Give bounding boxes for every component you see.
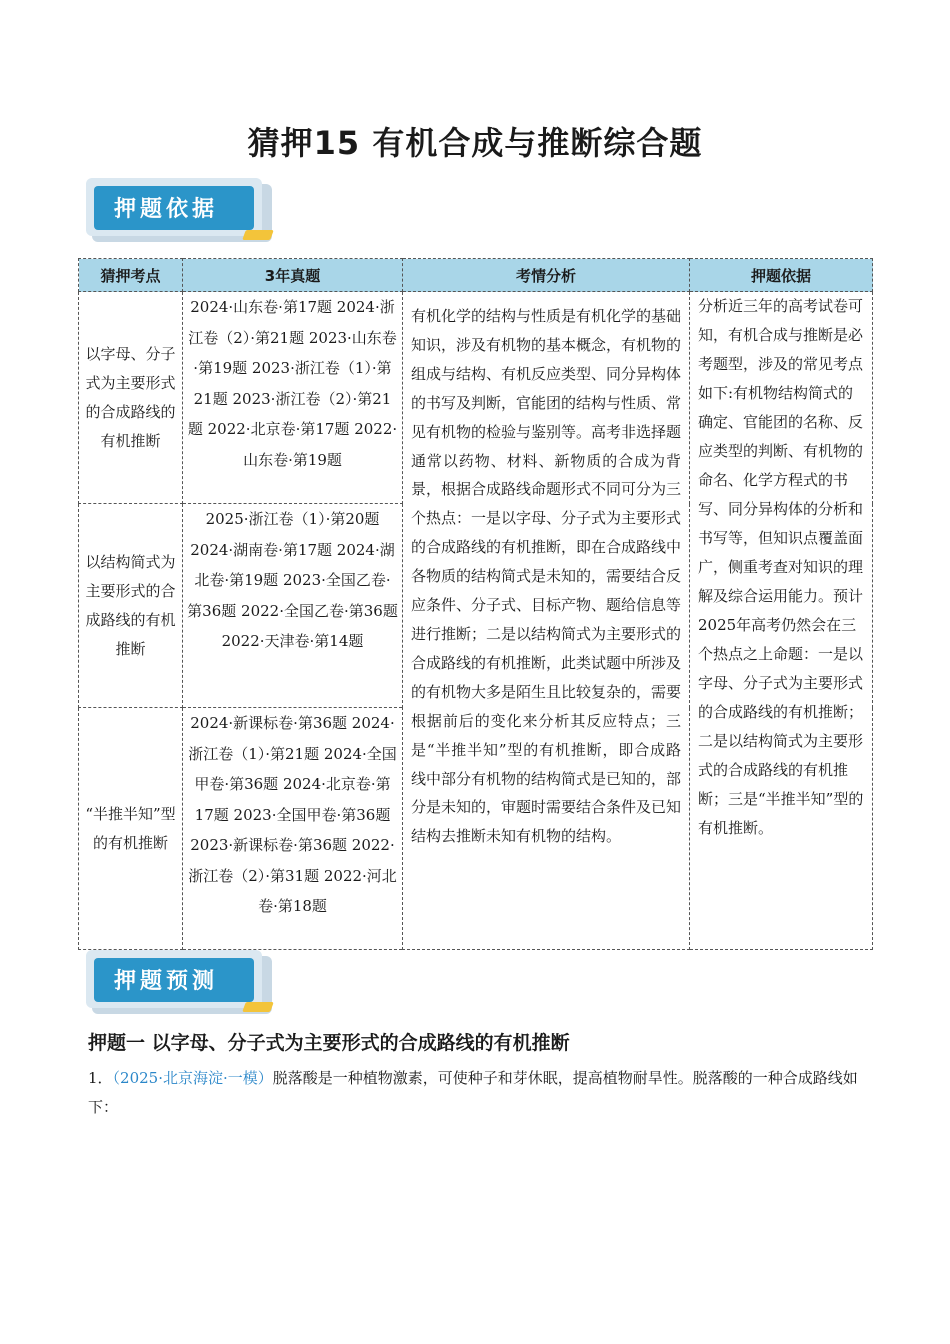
question-source: （2025·北京海淀·一模） bbox=[112, 1069, 273, 1087]
exams-cell: 2024·新课标卷·第36题 2024·浙江卷（1）·第21题 2024·全国甲卷·第36题 2024·北京卷·第17题 2023·全国甲卷·第36题 2023·新课标卷·第36题 2022·浙江卷（2）·第31题 2022·河北卷·第18题 bbox=[183, 708, 403, 950]
banner-label: 押题依据 bbox=[114, 197, 219, 222]
topic-cell: 以结构简式为主要形式的合成路线的有机推断 bbox=[79, 504, 183, 708]
basis-cell: 分析近三年的高考试卷可知，有机合成与推断是必考题型，涉及的常见考点如下:有机物结构简式的确定、官能团的名称、反应类型的判断、有机物的命名、化学方程式的书写、同分异构体的分析和书写等，但知识点覆盖面广，侧重考查对知识的理解及综合运用能力。预计2025年高考仍然会在三个热点之上命题：一是以字母、分子式为主要形式的合成路线的有机推断；二是以结构简式为主要形式的合成路线的有机推断；三是“半推半知”型的有机推断。 bbox=[690, 292, 873, 950]
section-heading: 押题一 以字母、分子式为主要形式的合成路线的有机推断 bbox=[88, 1032, 570, 1054]
question-text: 脱落酸是一种植物激素，可使种子和芽休眠，提高植物耐旱性。脱落酸的一种合成路线如下： bbox=[88, 1069, 858, 1116]
book-icon bbox=[242, 230, 274, 240]
question-number: 1． bbox=[88, 1069, 113, 1087]
col-header-exams: 3年真题 bbox=[183, 259, 403, 292]
col-header-basis: 押题依据 bbox=[690, 259, 873, 292]
question-1 bbox=[88, 1064, 868, 1122]
page-title: 猜押15 有机合成与推断综合题 bbox=[247, 124, 703, 162]
exams-cell: 2024·山东卷·第17题 2024·浙江卷（2）·第21题 2023·山东卷·第19题 2023·浙江卷（1）·第21题 2023·浙江卷（2）·第21题 2022·北京卷·第17题 2022·山东卷·第19题 bbox=[183, 292, 403, 504]
topic-cell: 以字母、分子式为主要形式的合成路线的有机推断 bbox=[79, 292, 183, 504]
topic-cell: “半推半知”型的有机推断 bbox=[79, 708, 183, 950]
banner-label: 押题预测 bbox=[114, 969, 219, 994]
col-header-topic: 猜押考点 bbox=[79, 259, 183, 292]
col-header-analysis: 考情分析 bbox=[403, 259, 690, 292]
exams-cell: 2025·浙江卷（1）·第20题 2024·湖南卷·第17题 2024·湖北卷·第19题 2023·全国乙卷·第36题 2022·全国乙卷·第36题 2022·天津卷·第14题 bbox=[183, 504, 403, 708]
exam-topic-table bbox=[78, 258, 873, 950]
section-banner-basis bbox=[86, 178, 272, 244]
book-icon bbox=[242, 1002, 274, 1012]
section-banner-prediction bbox=[86, 950, 272, 1016]
analysis-cell: 有机化学的结构与性质是有机化学的基础知识，涉及有机物的基本概念，有机物的组成与结构、有机反应类型、同分异构体的书写及判断，官能团的结构与性质、常见有机物的检验与鉴别等。高考非选择题通常以药物、材料、新物质的合成为背景，根据合成路线命题形式不同可分为三个热点：一是以字母、分子式为主要形式的合成路线的有机推断，即在合成路线中各物质的结构简式是未知的，需要结合反应条件、分子式、目标产物、题给信息等进行推断；二是以结构简式为主要形式的合成路线的有机推断，此类试题中所涉及的有机物大多是陌生且比较复杂的，需要根据前后的变化来分析其反应特点；三是“半推半知”型的有机推断，即合成路线中部分有机物的结构简式是已知的，部分是未知的，审题时需要结合条件及已知结构去推断未知有机物的结构。 bbox=[403, 292, 690, 950]
